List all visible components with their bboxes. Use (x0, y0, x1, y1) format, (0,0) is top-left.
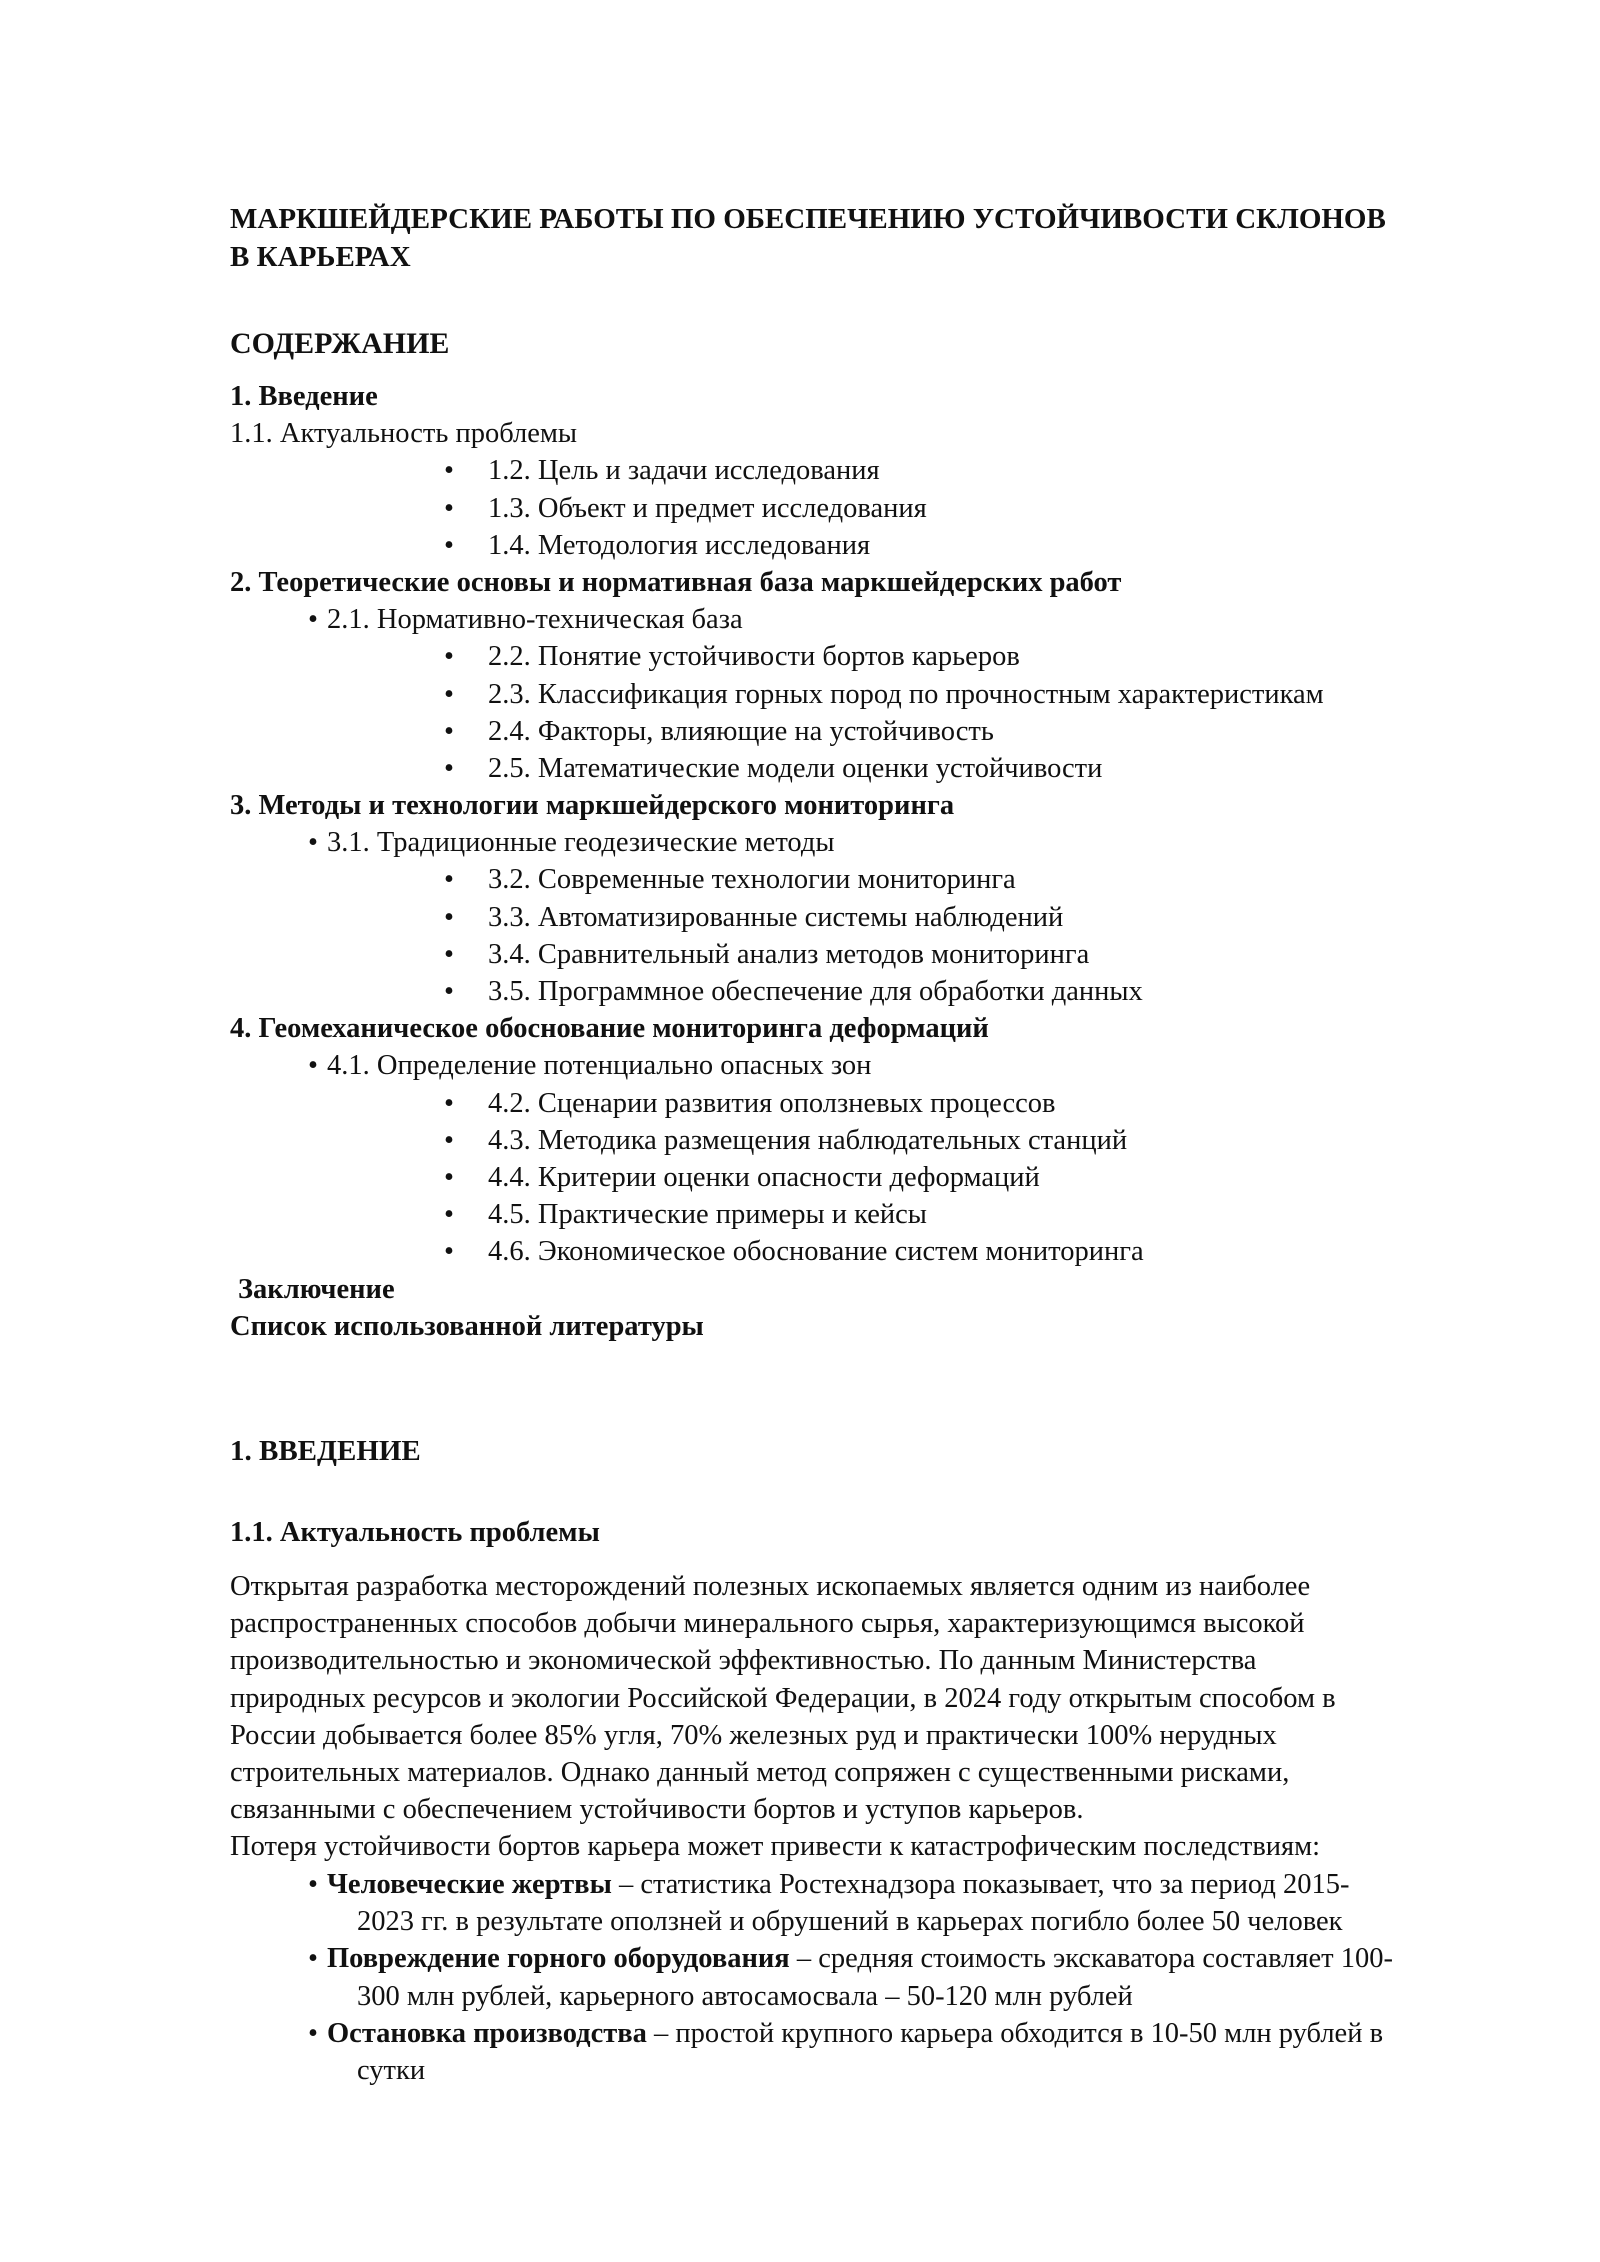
list-item-human-casualties (230, 1866, 1570, 1940)
paragraph-line: производительностью и экономической эффективностью. По данным Министерства (230, 1645, 1257, 1677)
list-item-text: – средняя стоимость экскаватора составляет 100- (789, 1943, 1393, 1975)
paragraph-relevance (230, 1568, 1570, 1866)
bullet-icon: • (444, 1087, 454, 1119)
paragraph-line: распространенных способов добычи минерального сырья, характеризующимся высокой (230, 1608, 1305, 1640)
toc-entry-1-1[interactable]: 1.1. Актуальность проблемы (230, 418, 578, 450)
paragraph-line: природных ресурсов и экологии Российской Федерации, в 2024 году открытым способом в (230, 1682, 1336, 1714)
document-title-line-1: МАРКШЕЙДЕРСКИЕ РАБОТЫ ПО ОБЕСПЕЧЕНИЮ УСТОЙЧИВОСТИ СКЛОНОВ (230, 203, 1386, 235)
toc-entry-4-3[interactable]: • 4.3. Методика размещения наблюдательных станций (230, 1122, 1570, 1159)
consequences-list (230, 1866, 1570, 2089)
toc-entry-1-4[interactable]: • 1.4. Методология исследования (230, 527, 1570, 564)
toc-entry-3-5[interactable]: • 3.5. Программное обеспечение для обработки данных (230, 973, 1570, 1010)
bullet-icon: • (308, 2017, 318, 2049)
toc-entry-chapter-1[interactable]: 1. Введение (230, 381, 378, 412)
subsection-heading-relevance: 1.1. Актуальность проблемы (230, 1517, 600, 1548)
list-item-term: Человеческие жертвы (327, 1869, 612, 1900)
list-item-text: сутки (357, 2054, 426, 2086)
toc-heading: СОДЕРЖАНИЕ (230, 327, 450, 360)
list-item-text: 2023 гг. в результате оползней и обрушений в карьерах погибло более 50 человек (357, 1906, 1343, 1938)
toc-entry-3-1[interactable]: • 3.1. Традиционные геодезические методы (230, 824, 1570, 861)
bullet-icon: • (444, 492, 454, 524)
document-title-line-2: В КАРЬЕРАХ (230, 241, 411, 273)
toc-entry-4-5[interactable]: • 4.5. Практические примеры и кейсы (230, 1196, 1570, 1233)
toc-entry-4-6[interactable]: • 4.6. Экономическое обоснование систем мониторинга (230, 1233, 1570, 1270)
bullet-icon: • (444, 976, 454, 1007)
list-item-text: – статистика Ростехнадзора показывает, что за период 2015- (611, 1869, 1350, 1900)
bullet-icon: • (308, 827, 318, 859)
toc-entry-1-3[interactable]: • 1.3. Объект и предмет исследования (230, 490, 1570, 527)
list-item-equipment-damage (230, 1940, 1570, 2014)
list-item-text: – простой крупного карьера обходится в 10-50 млн рублей в (646, 2017, 1384, 2049)
bullet-icon: • (444, 455, 454, 487)
paragraph-line: Открытая разработка месторождений полезных ископаемых является одним из наиболее (230, 1571, 1311, 1602)
list-item-text: 300 млн рублей, карьерного автосамосвала – 50-120 млн рублей (357, 1980, 1133, 2012)
toc-entry-conclusion[interactable]: Заключение (238, 1273, 395, 1305)
bullet-icon: • (444, 864, 454, 896)
toc-entry-4-2[interactable]: • 4.2. Сценарии развития оползневых процессов (230, 1085, 1570, 1122)
bullet-icon: • (444, 1124, 454, 1156)
bullet-icon: • (308, 604, 318, 636)
toc-entry-2-5[interactable]: • 2.5. Математические модели оценки устойчивости (230, 750, 1570, 787)
bullet-icon: • (444, 938, 454, 970)
list-item-production-stop (230, 2015, 1570, 2089)
toc-entry-3-2[interactable]: • 3.2. Современные технологии мониторинга (230, 861, 1570, 898)
toc-entry-3-3[interactable]: • 3.3. Автоматизированные системы наблюдений (230, 899, 1570, 936)
toc-entry-2-3[interactable]: • 2.3. Классификация горных пород по прочностным характеристикам (230, 676, 1570, 713)
bullet-icon: • (308, 1869, 318, 1900)
bullet-icon: • (308, 1050, 318, 1082)
list-item-term: Остановка производства (327, 2017, 647, 2049)
toc-entry-2-1[interactable]: • 2.1. Нормативно-техническая база (230, 601, 1570, 638)
bullet-icon: • (444, 1199, 454, 1231)
toc-entry-chapter-3[interactable]: 3. Методы и технологии маркшейдерского мониторинга (230, 790, 955, 822)
paragraph-line: России добывается более 85% угля, 70% железных руд и практически 100% нерудных (230, 1719, 1277, 1751)
toc-entry-3-4[interactable]: • 3.4. Сравнительный анализ методов мониторинга (230, 936, 1570, 973)
bullet-icon: • (444, 901, 454, 933)
bullet-icon: • (444, 715, 454, 747)
bullet-icon: • (444, 1236, 454, 1268)
bullet-icon: • (308, 1943, 318, 1975)
toc-entry-4-4[interactable]: • 4.4. Критерии оценки опасности деформаций (230, 1159, 1570, 1196)
toc-entry-2-4[interactable]: • 2.4. Факторы, влияющие на устойчивость (230, 713, 1570, 750)
list-item-term: Повреждение горного оборудования (327, 1943, 790, 1975)
document-title (230, 200, 1570, 276)
toc-entry-2-2[interactable]: • 2.2. Понятие устойчивости бортов карьеров (230, 638, 1570, 675)
paragraph-line: строительных материалов. Однако данный метод сопряжен с существенными рисками, (230, 1756, 1290, 1788)
toc-entry-chapter-4[interactable]: 4. Геомеханическое обоснование мониторинга деформаций (230, 1013, 989, 1045)
bullet-icon: • (444, 529, 454, 561)
bullet-icon: • (444, 752, 454, 784)
bullet-icon: • (444, 678, 454, 710)
toc-entry-4-1[interactable]: • 4.1. Определение потенциально опасных зон (230, 1047, 1570, 1084)
bullet-icon: • (444, 1161, 454, 1193)
table-of-contents (230, 378, 1570, 1345)
toc-entry-1-2[interactable]: • 1.2. Цель и задачи исследования (230, 452, 1570, 489)
section-heading-introduction: 1. ВВЕДЕНИЕ (230, 1435, 421, 1467)
bullet-icon: • (444, 641, 454, 673)
toc-entry-references[interactable]: Список использованной литературы (230, 1310, 704, 1342)
paragraph-line: связанными с обеспечением устойчивости бортов и уступов карьеров. (230, 1794, 1084, 1826)
toc-entry-chapter-2[interactable]: 2. Теоретические основы и нормативная база маркшейдерских работ (230, 566, 1122, 598)
paragraph-line: Потеря устойчивости бортов карьера может привести к катастрофическим последствиям: (230, 1831, 1321, 1863)
